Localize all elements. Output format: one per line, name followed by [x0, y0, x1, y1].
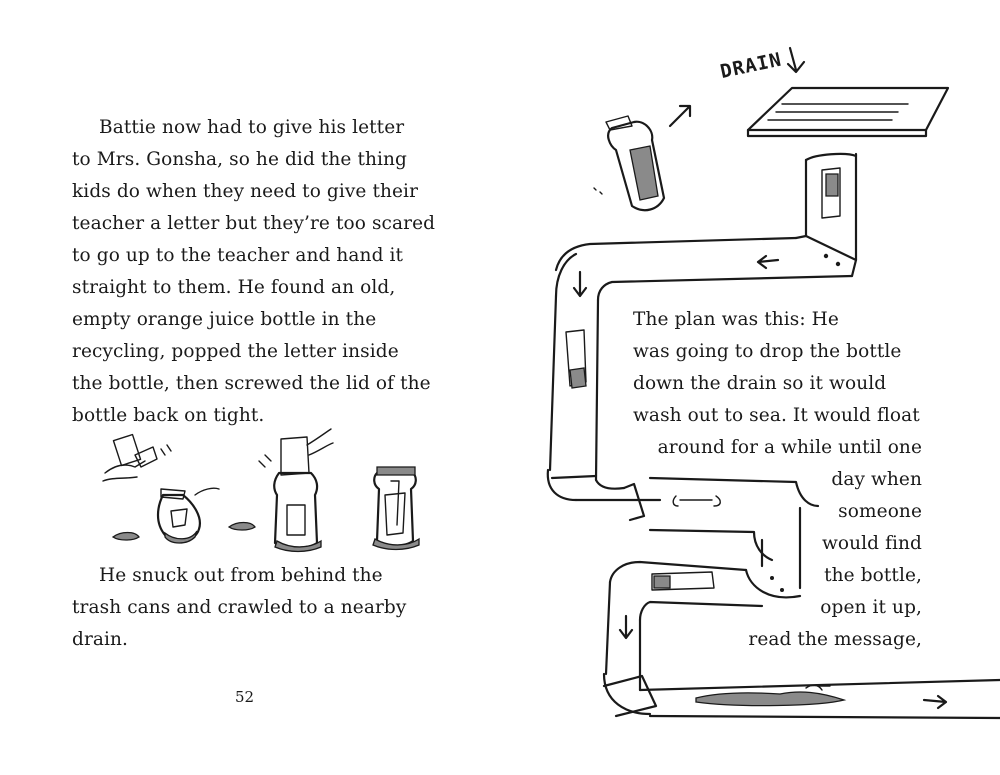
text-line: to go up to the teacher and hand it — [72, 245, 404, 266]
right-page — [500, 0, 1000, 775]
bottle-cap-icon — [229, 523, 255, 531]
crocodile-icon — [696, 692, 844, 706]
text-line: He snuck out from behind the — [99, 565, 383, 586]
hand-with-letter-icon — [103, 435, 171, 481]
text-line: the bottle, then screwed the lid of the — [72, 373, 431, 394]
drain-grate-icon — [748, 88, 948, 130]
text-line: teacher a letter but they’re too scared — [72, 213, 436, 234]
text-line: recycling, popped the letter inside — [72, 341, 399, 362]
text-line: was going to drop the bottle — [633, 341, 902, 362]
left-arrow-icon — [758, 256, 778, 268]
text-line: would find — [821, 533, 922, 554]
floating-bottle-icon — [594, 116, 664, 210]
text-line: trash cans and crawled to a nearby — [72, 597, 407, 618]
down-arrow-icon — [574, 272, 586, 296]
text-line: Battie now had to give his letter — [99, 117, 405, 138]
sealed-bottle-icon — [373, 467, 419, 550]
bottle-sequence-illustration — [95, 425, 435, 555]
text-line: drain. — [72, 629, 129, 650]
text-line: someone — [838, 501, 922, 522]
text-line: read the message, — [748, 629, 922, 650]
diagonal-arrow-icon — [670, 106, 690, 126]
text-line: bottle back on tight. — [72, 405, 265, 426]
bone-icon — [673, 496, 720, 506]
text-line: The plan was this: He — [633, 309, 839, 330]
down-arrow-icon — [788, 48, 804, 72]
right-arrow-icon — [924, 696, 946, 708]
text-line: the bottle, — [824, 565, 922, 586]
text-line: kids do when they need to give their — [72, 181, 419, 202]
bottle-with-hand-icon — [259, 429, 333, 552]
tilted-bottle-icon — [158, 488, 219, 543]
drain-label: DRAIN — [718, 48, 784, 83]
page-number: 52 — [235, 688, 255, 706]
text-line: to Mrs. Gonsha, so he did the thing — [72, 149, 407, 170]
text-line: down the drain so it would — [633, 373, 887, 394]
text-line: open it up, — [820, 597, 922, 618]
down-arrow-icon — [620, 616, 632, 638]
text-line: wash out to sea. It would float — [633, 405, 920, 426]
bottle-cap-icon — [113, 533, 139, 541]
text-line: empty orange juice bottle in the — [72, 309, 377, 330]
text-line: straight to them. He found an old, — [72, 277, 396, 298]
text-line: around for a while until one — [657, 437, 922, 458]
text-line: day when — [831, 469, 922, 490]
